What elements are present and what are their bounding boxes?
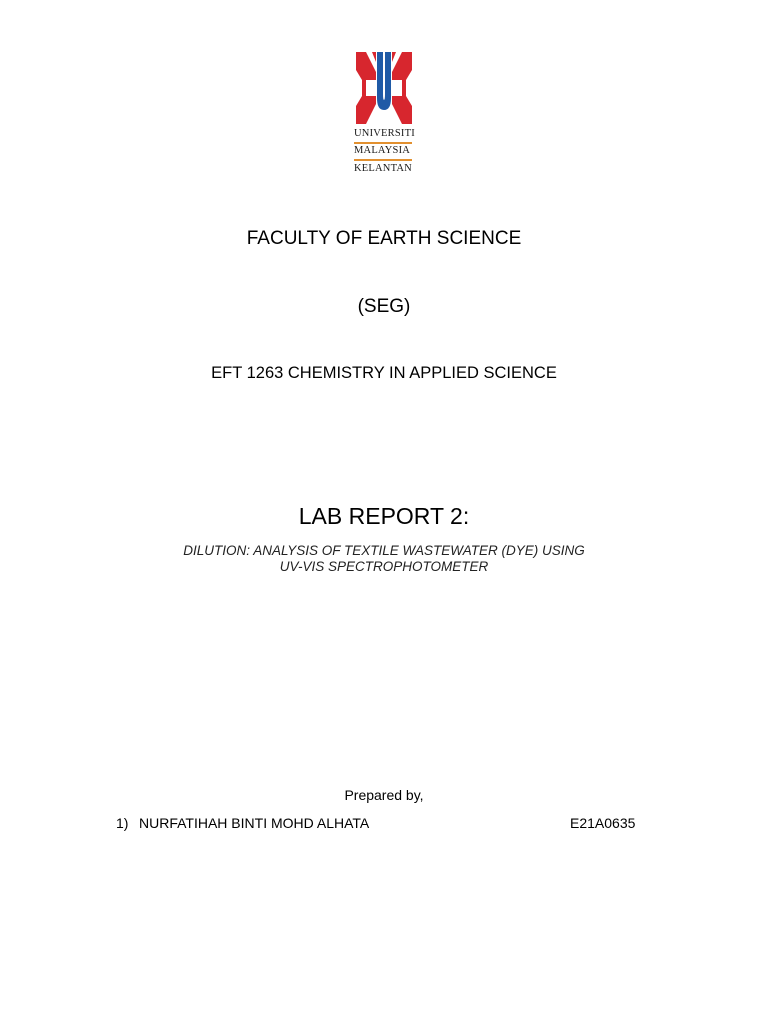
university-logo [352,50,416,176]
prepared-by-label: Prepared by, [344,787,424,803]
course-title: EFT 1263 CHEMISTRY IN APPLIED SCIENCE [211,364,557,382]
faculty-code: (SEG) [357,296,411,317]
student-row [116,815,646,833]
logo-divider [354,159,412,161]
logo-text-kelantan: KELANTAN [354,163,412,174]
report-title: LAB REPORT 2: [298,503,470,529]
faculty-title: FACULTY OF EARTH SCIENCE [246,228,522,249]
university-emblem-icon [352,50,416,126]
student-number: 1) [116,815,129,831]
logo-text-malaysia: MALAYSIA [354,145,411,156]
report-subtitle-line1: DILUTION: ANALYSIS OF TEXTILE WASTEWATER (DYE) USING [183,543,585,558]
student-name: NURFATIHAH BINTI MOHD ALHATA [139,815,370,831]
logo-text-universiti: UNIVERSITI [354,128,415,139]
student-id: E21A0635 [570,815,636,831]
report-subtitle-line2: UV-VIS SPECTROPHOTOMETER [279,559,489,574]
logo-divider [354,142,412,144]
report-subtitle [0,543,768,575]
